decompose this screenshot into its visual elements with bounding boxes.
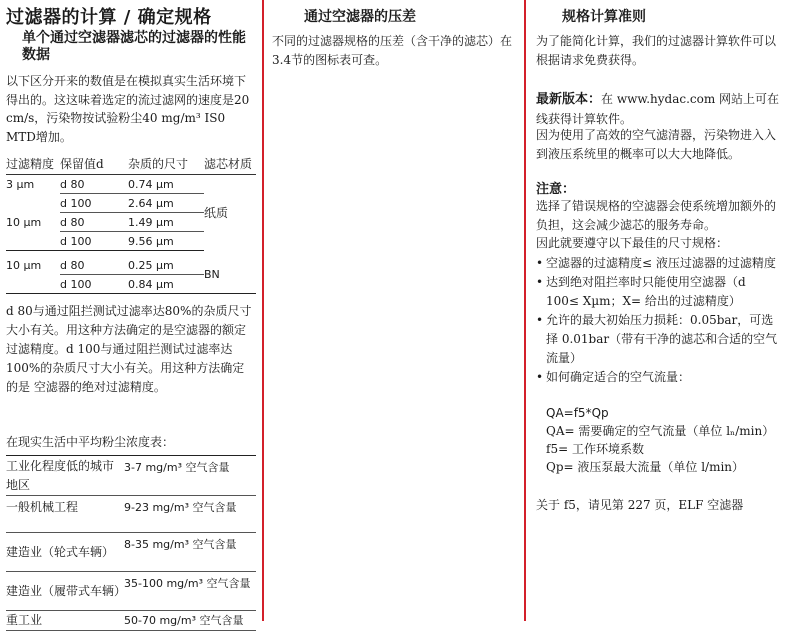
list-item: • 达到绝对阻拦率时只能使用空滤器（d 100≤ Xµm；X= 给出的过滤精度） xyxy=(536,275,746,308)
note-paragraph-2: 因此就要遵守以下最佳的尺寸规格： xyxy=(536,236,729,250)
column-divider-left xyxy=(262,0,264,621)
cell-precision: 10 µm xyxy=(6,258,42,272)
cell-size: 1.49 µm xyxy=(128,213,204,232)
bullet-icon: • xyxy=(536,256,544,270)
table-row xyxy=(6,533,256,572)
table-row xyxy=(6,175,256,194)
cell-dust-value: 8-35 mg/m³ 空气含量 xyxy=(124,533,256,572)
latest-version-label: 最新版本： xyxy=(536,92,602,107)
section-title: 规格计算准则 xyxy=(562,9,646,25)
f5-reference: 关于 f5，请见第 227 页，ELF 空滤器 xyxy=(536,498,744,512)
dust-concentration-table xyxy=(6,455,256,631)
latest-version-paragraph xyxy=(536,90,780,128)
cell-precision: 10 µm xyxy=(6,215,42,229)
retention-explanation: d 80与通过阻拦测试过滤率达80%的杂质尺寸大小有关。用这种方法确定的是空滤器的额定过滤精度。d 100与通过阻拦测试过滤率达100%的杂质尺寸大小有关。用这种方法确定的是 空滤器的绝对过滤精度。 xyxy=(6,304,252,394)
cell-material-bn: BN xyxy=(204,256,256,294)
list-item: • 如何确定适合的空气流量： xyxy=(536,368,780,387)
cell-dust-value: 35-100 mg/m³ 空气含量 xyxy=(124,572,256,611)
cell-precision xyxy=(6,275,60,294)
header-size: 杂质的尺寸 xyxy=(128,152,204,175)
guideline-list xyxy=(536,254,780,387)
header-material: 滤芯材质 xyxy=(204,152,256,175)
column-filter-calculation xyxy=(6,0,256,627)
header-retention: 保留值d xyxy=(60,152,128,175)
cell-size: 0.84 µm xyxy=(128,275,204,294)
table-row xyxy=(6,572,256,611)
section-title: 过滤器的计算 / 确定规格 xyxy=(6,7,212,28)
cell-dust-value: 3-7 mg/m³ 空气含量 xyxy=(124,456,256,496)
cell-material-paper: 纸质 xyxy=(204,206,229,221)
cell-retention: d 100 xyxy=(60,275,128,294)
cell-environment: 建造业（轮式车辆） xyxy=(6,533,124,572)
section-subtitle: 单个通过空滤器滤芯的过滤器的性能数据 xyxy=(22,30,246,63)
cell-dust-value: 9-23 mg/m³ 空气含量 xyxy=(124,496,256,533)
cell-retention: d 80 xyxy=(60,258,85,272)
table-row xyxy=(6,456,256,496)
table-header-row xyxy=(6,152,256,175)
cell-retention: d 100 xyxy=(60,232,128,251)
cell-environment: 重工业 xyxy=(6,611,124,631)
cell-retention: d 80 xyxy=(60,213,128,232)
column-sizing-guidelines xyxy=(536,0,780,621)
cell-size: 0.25 µm xyxy=(128,258,174,272)
pressure-paragraph: 不同的过滤器规格的压差（含干净的滤芯）在3.4节的图标表可查。 xyxy=(272,34,513,67)
cell-retention: d 100 xyxy=(60,194,128,213)
software-paragraph: 为了能简化计算，我们的过滤器计算软件可以根据请求免费获得。 xyxy=(536,34,777,67)
qp-definition: Qp= 液压泵最大流量（单位 l/min） xyxy=(546,460,745,474)
efficiency-paragraph: 因为使用了高效的空气滤清器，污染物进入入到液压系统里的概率可以大大地降低。 xyxy=(536,128,777,161)
note-paragraph: 选择了错误规格的空滤器会使系统增加额外的负担，这会减少滤芯的服务寿命。 xyxy=(536,199,777,232)
cell-precision: 3 µm xyxy=(6,177,35,191)
qa-definition: QA= 需要确定的空气流量（单位 lₙ/min） xyxy=(546,424,775,438)
intro-paragraph: 以下区分开来的数值是在模拟真实生活环境下得出的。这这味着选定的流过滤网的速度是20 cm/s，污染物按试验粉尘40 mg/m³ IS0 MTD增加。 xyxy=(6,74,250,144)
cell-precision xyxy=(6,194,60,213)
cell-size: 9.56 µm xyxy=(128,232,204,251)
f5-definition: f5= 工作环境系数 xyxy=(546,442,644,456)
note-label: 注意： xyxy=(536,182,576,197)
dust-table-title: 在现实生活中平均粉尘浓度表： xyxy=(6,435,175,449)
bullet-icon: • xyxy=(536,275,544,289)
latest-version-text: 在 www.hydac.com 网站上可在线获得计算软件。 xyxy=(536,92,780,126)
cell-dust-value: 50-70 mg/m³ 空气含量 xyxy=(124,611,256,631)
cell-environment: 一般机械工程 xyxy=(6,496,124,533)
section-title: 通过空滤器的压差 xyxy=(304,9,416,25)
bullet-icon: • xyxy=(536,370,544,384)
column-divider-right xyxy=(524,0,526,621)
cell-size: 0.74 µm xyxy=(128,177,174,191)
cell-environment: 工业化程度低的城市地区 xyxy=(6,456,124,496)
list-item: • 允许的最大初始压力损耗：0.05bar，可选择 0.01bar（带有干净的滤芯和合适的空气流量） xyxy=(536,313,778,365)
table-row xyxy=(6,496,256,533)
flow-formula: QA=f5*Qp xyxy=(546,406,609,420)
column-pressure-difference xyxy=(272,0,514,621)
cell-size: 2.64 µm xyxy=(128,194,204,213)
bullet-icon: • xyxy=(536,313,544,327)
header-precision: 过滤精度 xyxy=(6,152,60,175)
cell-environment: 建造业（履带式车辆） xyxy=(6,572,124,611)
list-item: • 空滤器的过滤精度≤ 液压过滤器的过滤精度 xyxy=(536,254,780,273)
precision-table xyxy=(6,152,256,294)
cell-precision xyxy=(6,232,60,251)
table-row xyxy=(6,256,256,275)
cell-retention: d 80 xyxy=(60,177,85,191)
